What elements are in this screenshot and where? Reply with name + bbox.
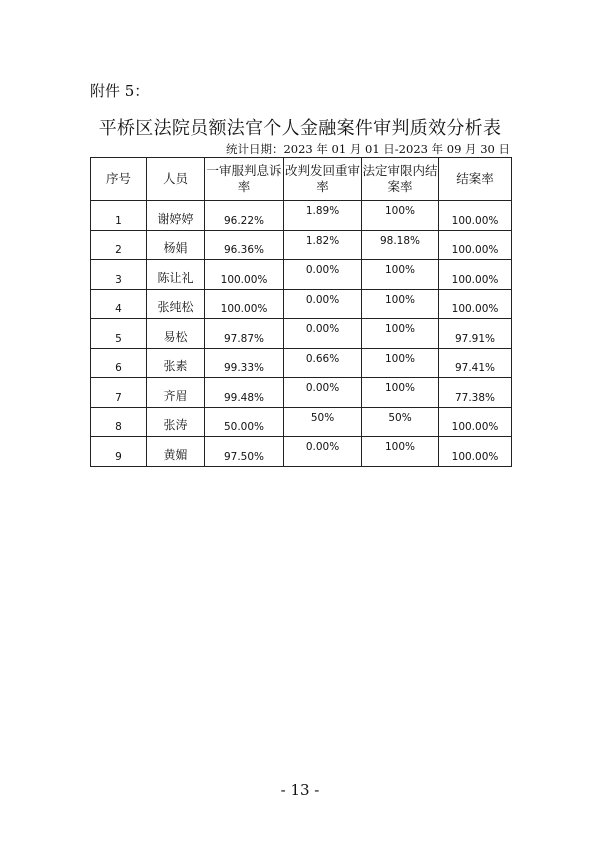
cell-closure-rate: 100.00% [439,230,512,260]
cell-person: 陈让礼 [147,260,205,290]
cell-reversal-remand-rate: 0.00% [284,260,362,290]
cell-reversal-remand-rate: 0.66% [284,348,362,378]
cell-reversal-remand-rate: 0.00% [284,437,362,467]
header-first-instance-acceptance-rate: 一审服判息诉率 [205,158,284,201]
cell-closure-rate: 77.38% [439,378,512,408]
cell-closure-rate: 100.00% [439,289,512,319]
cell-index: 5 [91,319,147,349]
cell-person: 张纯松 [147,289,205,319]
cell-first-instance-acceptance-rate: 97.50% [205,437,284,467]
cell-within-term-closure-rate: 100% [362,319,439,349]
header-person: 人员 [147,158,205,201]
cell-reversal-remand-rate: 0.00% [284,319,362,349]
table-row [91,319,512,349]
cell-reversal-remand-rate: 1.89% [284,201,362,231]
cell-person: 张涛 [147,407,205,437]
cell-person: 张素 [147,348,205,378]
attachment-label: 附件 5： [90,82,150,100]
cell-within-term-closure-rate: 100% [362,260,439,290]
cell-within-term-closure-rate: 98.18% [362,230,439,260]
cell-within-term-closure-rate: 50% [362,407,439,437]
cell-first-instance-acceptance-rate: 100.00% [205,289,284,319]
table-row [91,260,512,290]
table-row [91,289,512,319]
table-row [91,437,512,467]
cell-within-term-closure-rate: 100% [362,437,439,467]
cell-closure-rate: 100.00% [439,407,512,437]
cell-reversal-remand-rate: 0.00% [284,289,362,319]
cell-index: 9 [91,437,147,467]
table-row [91,378,512,408]
cell-person: 易松 [147,319,205,349]
cell-reversal-remand-rate: 1.82% [284,230,362,260]
cell-first-instance-acceptance-rate: 99.48% [205,378,284,408]
cell-closure-rate: 100.00% [439,437,512,467]
cell-index: 8 [91,407,147,437]
cell-first-instance-acceptance-rate: 96.36% [205,230,284,260]
cell-index: 2 [91,230,147,260]
cell-closure-rate: 97.91% [439,319,512,349]
cell-closure-rate: 97.41% [439,348,512,378]
cell-first-instance-acceptance-rate: 99.33% [205,348,284,378]
table-row [91,230,512,260]
cell-reversal-remand-rate: 50% [284,407,362,437]
cell-index: 3 [91,260,147,290]
cell-within-term-closure-rate: 100% [362,348,439,378]
cell-closure-rate: 100.00% [439,201,512,231]
cell-within-term-closure-rate: 100% [362,201,439,231]
header-closure-rate: 结案率 [439,158,512,201]
table-row [91,348,512,378]
cell-first-instance-acceptance-rate: 96.22% [205,201,284,231]
cell-index: 4 [91,289,147,319]
cell-within-term-closure-rate: 100% [362,289,439,319]
cell-closure-rate: 100.00% [439,260,512,290]
cell-index: 7 [91,378,147,408]
table-header-row [91,158,512,201]
cell-index: 1 [91,201,147,231]
header-index: 序号 [91,158,147,201]
table-row [91,201,512,231]
analysis-table [90,157,512,467]
statistics-date-range: 统计日期：2023 年 01 月 01 日-2023 年 09 月 30 日 [225,142,510,156]
cell-person: 谢婷婷 [147,201,205,231]
header-reversal-remand-rate: 改判发回重审率 [284,158,362,201]
cell-first-instance-acceptance-rate: 97.87% [205,319,284,349]
cell-person: 齐眉 [147,378,205,408]
cell-within-term-closure-rate: 100% [362,378,439,408]
cell-first-instance-acceptance-rate: 50.00% [205,407,284,437]
cell-first-instance-acceptance-rate: 100.00% [205,260,284,290]
cell-person: 黄媚 [147,437,205,467]
cell-person: 杨娟 [147,230,205,260]
document-title: 平桥区法院员额法官个人金融案件审判质效分析表 [98,118,502,139]
table-row [91,407,512,437]
page-number: - 13 - [280,781,320,799]
cell-reversal-remand-rate: 0.00% [284,378,362,408]
cell-index: 6 [91,348,147,378]
header-within-term-closure-rate: 法定审限内结案率 [362,158,439,201]
